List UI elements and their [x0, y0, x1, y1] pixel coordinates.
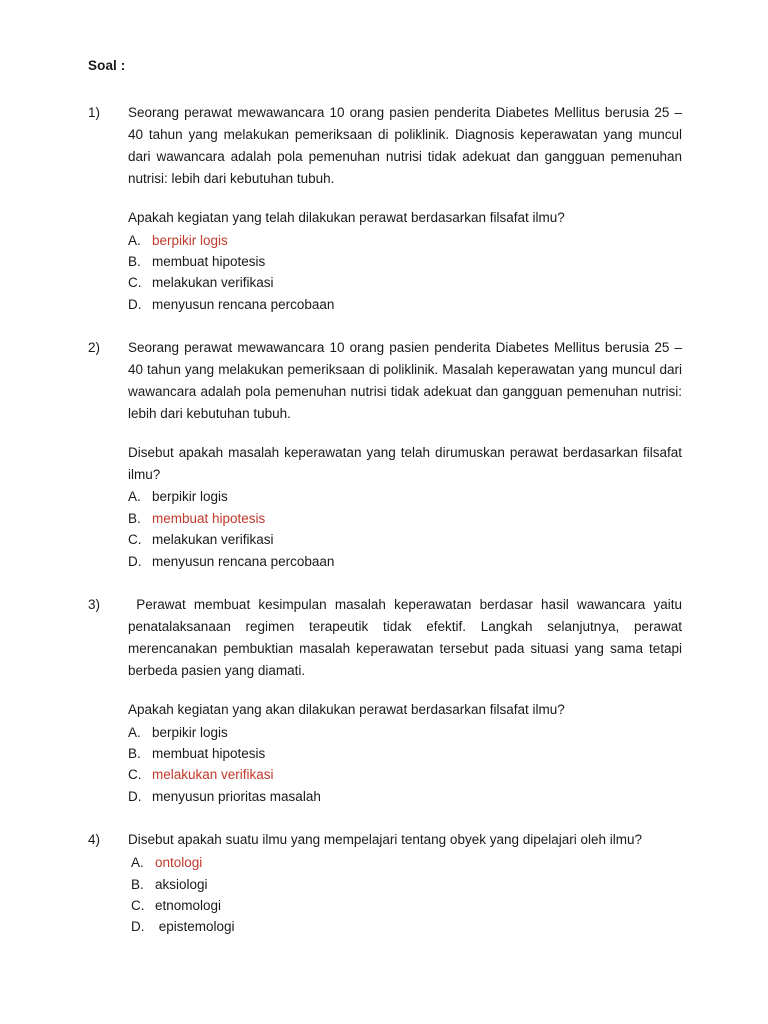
option-letter: C. [128, 767, 142, 783]
option-letter: B. [131, 876, 144, 892]
option-letter: A. [131, 855, 144, 871]
option-item[interactable] [131, 916, 682, 937]
question-item [88, 102, 686, 315]
question-body [128, 829, 682, 938]
question-number: 3) [88, 597, 101, 613]
option-item[interactable] [131, 874, 682, 895]
question-prompt: Disebut apakah masalah keperawatan yang telah dirumuskan perawat berdasarkan filsafat ilmu? [128, 444, 682, 482]
question-body [128, 337, 686, 572]
option-letter: D. [128, 553, 142, 569]
option-list [128, 486, 682, 572]
option-text: menyusun rencana percobaan [152, 553, 335, 569]
option-item[interactable] [131, 852, 682, 873]
option-text: aksiologi [155, 876, 208, 892]
option-text: melakukan verifikasi [152, 275, 274, 291]
option-letter: D. [128, 788, 142, 804]
option-item[interactable] [128, 743, 682, 764]
question-prompt: Apakah kegiatan yang akan dilakukan perawat berdasarkan filsafat ilmu? [128, 701, 565, 717]
page-title: Soal : [88, 58, 126, 73]
option-item[interactable] [128, 251, 682, 272]
option-text: melakukan verifikasi [152, 767, 274, 783]
option-letter: C. [128, 275, 142, 291]
option-item[interactable] [128, 272, 682, 293]
option-item[interactable] [131, 895, 682, 916]
option-letter: B. [128, 745, 141, 761]
question-item [88, 337, 686, 572]
question-prompt: Disebut apakah suatu ilmu yang mempelajari tentang obyek yang dipelajari oleh ilmu? [128, 832, 643, 848]
option-text: membuat hipotesis [152, 253, 266, 269]
question-item [88, 829, 682, 938]
question-number: 4) [88, 832, 101, 848]
option-text: menyusun prioritas masalah [152, 788, 321, 804]
question-item [88, 594, 686, 807]
option-item[interactable] [128, 786, 682, 807]
option-item[interactable] [128, 551, 682, 572]
option-item[interactable] [128, 764, 682, 785]
option-letter: C. [131, 897, 145, 913]
option-item[interactable] [128, 230, 682, 251]
option-item[interactable] [128, 529, 682, 550]
option-list [128, 230, 682, 316]
option-letter: D. [131, 919, 145, 935]
option-item[interactable] [128, 722, 682, 743]
option-item[interactable] [128, 294, 682, 315]
option-text: etnomologi [155, 897, 222, 913]
question-number: 2) [88, 340, 101, 356]
option-letter: A. [128, 489, 141, 505]
question-body [128, 594, 686, 807]
question-passage: Seorang perawat mewawancara 10 orang pasien penderita Diabetes Mellitus berusia 25 – 40 tahun yang melakukan pemeriksaan di poliklinik. Masalah keperawatan yang muncul dari wawancara adalah pola pemenuhan nutrisi tidak adekuat dan gangguan pemenuhan nutrisi: lebih dari kebutuhan tubuh. [128, 340, 686, 421]
option-list [128, 852, 682, 938]
option-text: membuat hipotesis [152, 745, 266, 761]
option-text: melakukan verifikasi [152, 532, 274, 548]
option-text: berpikir logis [152, 489, 228, 505]
option-item[interactable] [128, 508, 682, 529]
option-letter: A. [128, 232, 141, 248]
option-text: berpikir logis [152, 724, 228, 740]
question-prompt: Apakah kegiatan yang telah dilakukan perawat berdasarkan filsafat ilmu? [128, 209, 565, 225]
option-item[interactable] [128, 486, 682, 507]
option-list [128, 722, 682, 808]
option-letter: B. [128, 510, 141, 526]
question-number: 1) [88, 105, 101, 121]
option-letter: D. [128, 296, 142, 312]
question-body [128, 102, 686, 315]
option-letter: A. [128, 724, 141, 740]
option-letter: C. [128, 532, 142, 548]
option-text: membuat hipotesis [152, 510, 266, 526]
option-text: ontologi [155, 855, 203, 871]
option-text: berpikir logis [152, 232, 228, 248]
question-passage: Seorang perawat mewawancara 10 orang pasien penderita Diabetes Mellitus berusia 25 – 40 tahun yang melakukan pemeriksaan di poliklinik. Diagnosis keperawatan yang muncul dari wawancara adalah pola pemenuhan nutrisi tidak adekuat dan gangguan pemenuhan nutrisi: lebih dari kebutuhan tubuh. [128, 105, 686, 186]
question-passage: Perawat membuat kesimpulan masalah keperawatan berdasar hasil wawancara yaitu penatalaksanaan regimen terapeutik tidak efektif. Langkah selanjutnya, perawat merencanakan pembuktian masalah keperawatan tersebut pada situasi yang sama tetapi berbeda pasien yang diamati. [128, 597, 686, 678]
option-letter: B. [128, 253, 141, 269]
option-text: epistemologi [155, 919, 235, 935]
option-text: menyusun rencana percobaan [152, 296, 335, 312]
